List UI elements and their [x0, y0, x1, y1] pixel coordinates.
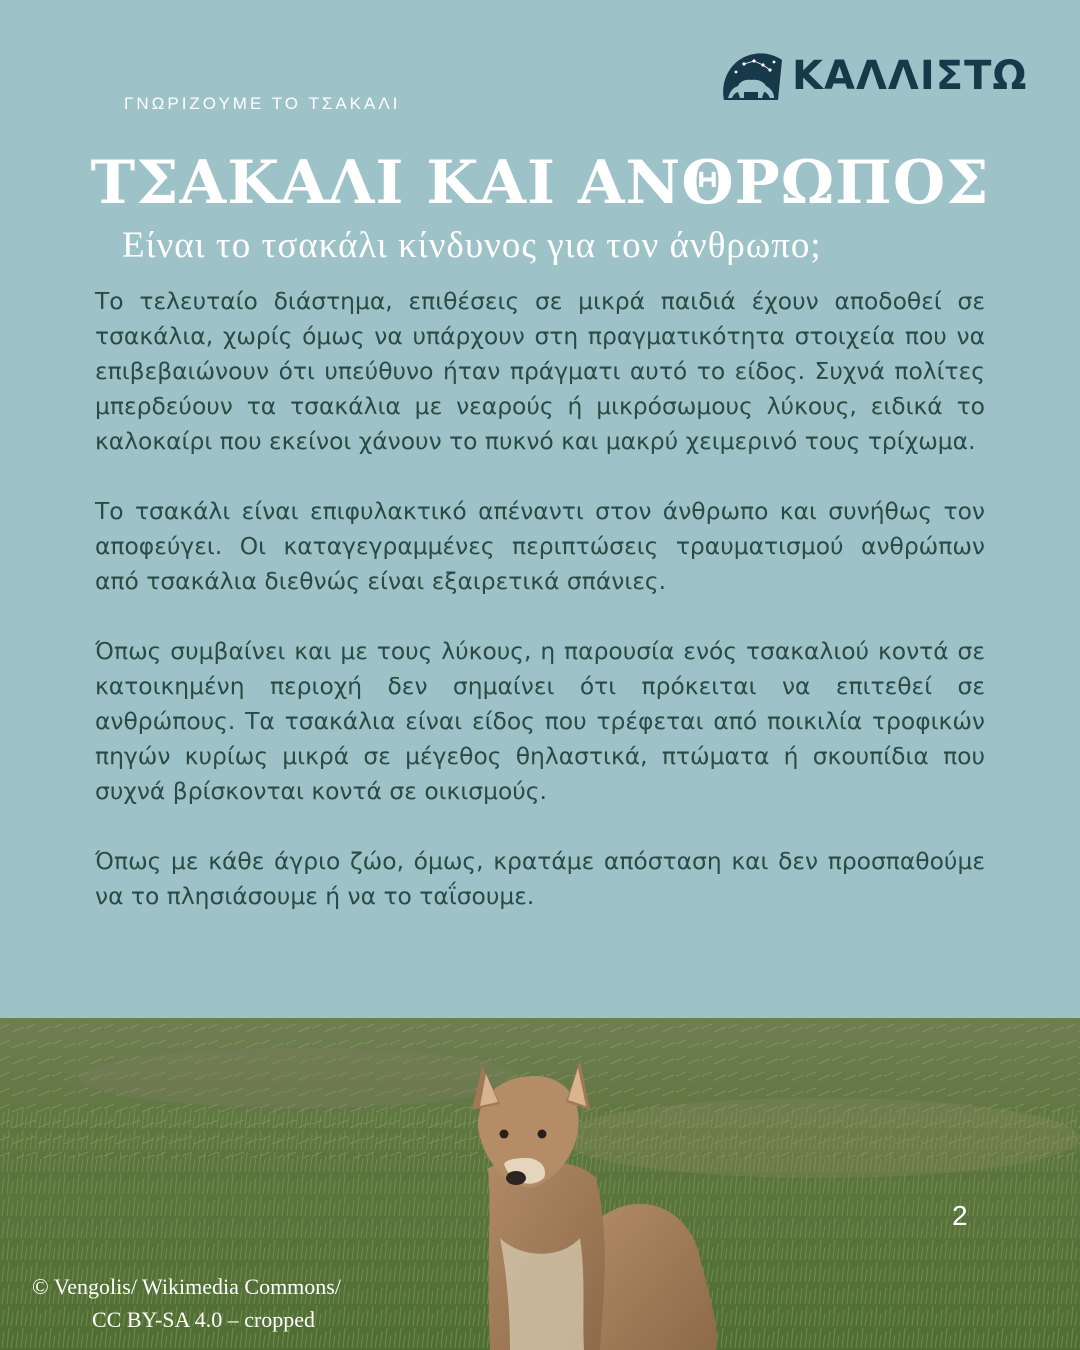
- brand-logo: [718, 44, 1027, 108]
- paragraph: Το τελευταίο διάστημα, επιθέσεις σε μικρά παιδιά έχουν αποδοθεί σε τσακάλια, χωρίς όμως να υπάρχουν στη πραγματικότητα στοιχεία που να επιβεβαιώνουν ότι υπεύθυνο ήταν πράγματι αυτό το είδος. Συχνά πολίτες μπερδεύουν τα τσακάλια με νεαρούς ή μικρόσωμους λύκους, ειδικά το καλοκαίρι που εκείνοι χάνουν το πυκνό και μακρύ χειμερινό τους τρίχωμα.: [95, 287, 985, 455]
- page-subtitle: Είναι το τσακάλι κίνδυνος για τον άνθρωπο;: [122, 225, 822, 266]
- page-number: 2: [952, 1200, 968, 1231]
- paragraph: Όπως με κάθε άγριο ζώο, όμως, κρατάμε απόσταση και δεν προσπαθούμε να το πλησιάσουμε ή να το ταΐσουμε.: [95, 847, 985, 910]
- photo-credit: [32, 1270, 341, 1336]
- section-kicker: ΓΝΩΡΙΖΟΥΜΕ ΤΟ ΤΣΑΚΑΛΙ: [124, 94, 401, 113]
- credit-line-2: CC BY-SA 4.0 – cropped: [92, 1307, 316, 1332]
- body-text: [95, 284, 985, 949]
- brand-name: ΚΑΛΛΙΣΤΩ: [792, 53, 1028, 99]
- paragraph: Όπως συμβαίνει και με τους λύκους, η παρουσία ενός τσακαλιού κοντά σε κατοικημένη περιοχή δεν σημαίνει ότι πρόκειται να επιτεθεί σε ανθρώπους. Τα τσακάλια είναι είδος που τρέφεται από ποικιλία τροφικών πηγών κυρίως μικρά σε μέγεθος θηλαστικά, πτώματα ή σκουπίδια που συχνά βρίσκονται κοντά σε οικισμούς.: [95, 637, 985, 805]
- paragraph: Το τσακάλι είναι επιφυλακτικό απέναντι στον άνθρωπο και συνήθως τον αποφεύγει. Οι καταγεγραμμένες περιπτώσεις τραυματισμού ανθρώπων από τσακάλια διεθνώς είναι εξαιρετικά σπάνιες.: [95, 497, 985, 595]
- bear-constellation-icon: [718, 48, 784, 104]
- credit-line-1: © Vengolis/ Wikimedia Commons/: [32, 1274, 341, 1299]
- page-title: ΤΣΑΚΑΛΙ ΚΑΙ ΑΝΘΡΩΠΟΣ: [90, 148, 990, 218]
